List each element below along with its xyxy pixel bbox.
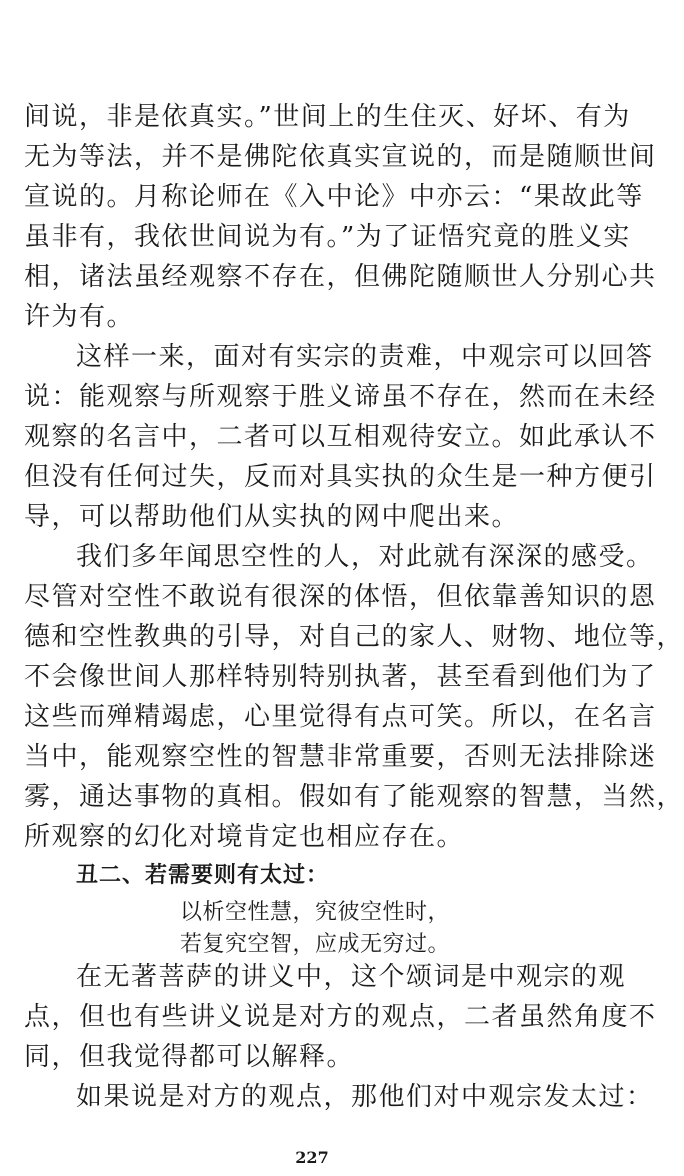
verse-line: 若复究空智，应成无穷过。 bbox=[180, 932, 451, 957]
text-line-paragraph-start: 如果说是对方的观点，那他们对中观宗发太过： bbox=[76, 1082, 654, 1112]
text-line: 说：能观察与所观察于胜义谛虽不存在，然而在未经 bbox=[24, 382, 657, 412]
body-text-top bbox=[24, 100, 684, 860]
body-text-bottom bbox=[24, 960, 657, 1120]
text-line: 虽非有，我依世间说为有。”为了证悟究竟的胜义实 bbox=[24, 222, 631, 252]
text-line: 观察的名言中，二者可以互相观待安立。如此承认不 bbox=[24, 422, 657, 452]
text-line: 间说，非是依真实。”世间上的生住灭、好坏、有为 bbox=[24, 102, 631, 132]
text-line-paragraph-start: 我们多年闻思空性的人，对此就有深深的感受。 bbox=[76, 542, 654, 572]
text-line-paragraph-start: 这样一来，面对有实宗的责难，中观宗可以回答 bbox=[76, 342, 654, 372]
verse-line: 以析空性慧，究彼空性时， bbox=[180, 900, 451, 925]
text-line: 雾，通达事物的真相。假如有了能观察的智慧，当然， bbox=[24, 782, 684, 812]
text-line: 不会像世间人那样特别特别执著，甚至看到他们为了 bbox=[24, 662, 657, 692]
page-number: 227 bbox=[295, 1148, 329, 1167]
text-line: 所观察的幻化对境肯定也相应存在。 bbox=[24, 822, 465, 852]
text-line: 德和空性教典的引导，对自己的家人、财物、地位等， bbox=[24, 622, 684, 652]
text-line: 宣说的。月称论师在《入中论》中亦云：“果故此等 bbox=[24, 182, 644, 212]
text-line: 导，可以帮助他们从实执的网中爬出来。 bbox=[24, 502, 520, 532]
text-line: 当中，能观察空性的智慧非常重要，否则无法排除迷 bbox=[24, 742, 657, 772]
text-line: 无为等法，并不是佛陀依真实宣说的，而是随顺世间 bbox=[24, 142, 657, 172]
text-line: 但没有任何过失，反而对具实执的众生是一种方便引 bbox=[24, 462, 657, 492]
text-line: 同，但我觉得都可以解释。 bbox=[24, 1042, 355, 1072]
text-line: 相，诸法虽经观察不存在，但佛陀随顺世人分别心共 bbox=[24, 262, 657, 292]
section-heading: 丑二、若需要则有太过： bbox=[76, 863, 330, 888]
text-line: 这些而殚精竭虑，心里觉得有点可笑。所以，在名言 bbox=[24, 702, 657, 732]
text-line: 许为有。 bbox=[24, 302, 135, 332]
text-line: 点，但也有些讲义说是对方的观点，二者虽然角度不 bbox=[24, 1002, 657, 1032]
text-line-paragraph-start: 在无著菩萨的讲义中，这个颂词是中观宗的观 bbox=[76, 962, 627, 992]
text-line: 尽管对空性不敢说有很深的体悟，但依靠善知识的恩 bbox=[24, 582, 657, 612]
